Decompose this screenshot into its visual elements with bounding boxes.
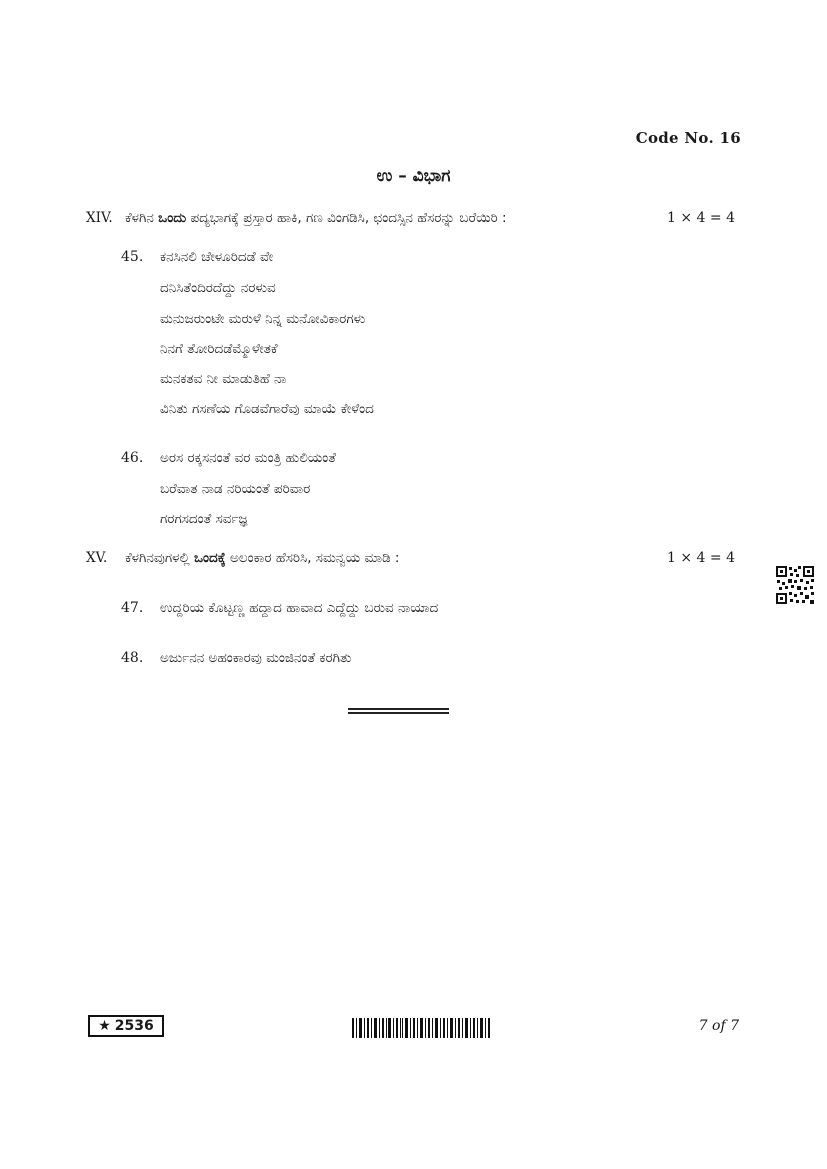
serial-number: 2536 — [114, 1018, 154, 1034]
poem-line: ನಿನಗೆ ತೋರಿದಡೆಮ್ಮೊಳೇತಕೆ — [160, 341, 278, 357]
poem-line: ಮನುಜರುಂಟೇ ಮರುಳೆ ನಿನ್ನ ಮನೋವಿಕಾರಗಳು — [160, 311, 366, 327]
serial-box — [88, 1015, 164, 1037]
marks-xv: 1 × 4 = 4 — [667, 550, 735, 566]
poem-line: ಅರಸ ರಕ್ಕಸನಂತೆ ವರ ಮಂತ್ರಿ ಹುಲಿಯಂತೆ — [160, 450, 336, 466]
question-text-48: ಅರ್ಜುನನ ಅಹಂಕಾರವು ಮಂಜಿನಂತೆ ಕರಗಿತು — [160, 650, 352, 666]
poem-line: ದನಿಸಿತೆಂದಿರದೆದ್ದು ನರಳುವ — [160, 280, 276, 296]
section-title: ಉ – ವಿಭಾಗ — [376, 166, 451, 186]
code-number: Code No. 16 — [635, 129, 741, 147]
page-number: 7 of 7 — [698, 1018, 739, 1034]
barcode — [352, 1018, 490, 1038]
question-number-46: 46. — [121, 450, 144, 466]
question-roman-xv: XV. — [86, 550, 108, 566]
qr-code — [775, 565, 815, 605]
end-divider — [348, 708, 449, 714]
poem-line: ಮನಕತವ ನೀ ಮಾಡುತಿಹೆ ನಾ — [160, 371, 287, 387]
question-instruction-xiv: ಕೆಳಗಿನ ಒಂದು ಪದ್ಯಭಾಗಕ್ಕೆ ಪ್ರಸ್ತಾರ ಹಾಕಿ, ಗಣ ವಿಂಗಡಿಸಿ, ಛಂದಸ್ಸಿನ ಹೆಸರನ್ನು ಬರೆಯಿರಿ : — [125, 210, 507, 226]
question-number-47: 47. — [121, 600, 144, 616]
poem-line: ಗರಗಸದಂತೆ ಸರ್ವಜ್ಞ — [160, 511, 248, 527]
poem-line: ವಿನಿತು ಗಸಣೆಯ ಗೊಡವೆಗಾರೆವು ಮಾಯೆ ಕೇಳೆಂದ — [160, 401, 374, 417]
question-text-47: ಉದ್ದರಿಯ ಕೊಟ್ಟಣ್ಣ ಹದ್ದಾದ ಹಾವಾದ ಎದ್ದೆದ್ದು ಬರುವ ನಾಯಾದ — [160, 600, 439, 616]
marks-xiv: 1 × 4 = 4 — [667, 210, 735, 226]
star-icon: ★ — [98, 1018, 111, 1034]
question-number-45: 45. — [121, 249, 144, 265]
question-number-48: 48. — [121, 650, 144, 666]
question-instruction-xv: ಕೆಳಗಿನವುಗಳಲ್ಲಿ ಒಂದಕ್ಕೆ ಅಲಂಕಾರ ಹೆಸರಿಸಿ, ಸಮನ್ವಯ ಮಾಡಿ : — [125, 550, 400, 566]
question-roman-xiv: XIV. — [86, 210, 113, 226]
poem-line: ಬರೆವಾತ ನಾಡ ನರಿಯಂತೆ ಪರಿವಾರ — [160, 481, 311, 497]
poem-line: ಕನಸಿನಲಿ ಚೇಳೂರಿದಡೆ ವೇ — [160, 249, 274, 265]
